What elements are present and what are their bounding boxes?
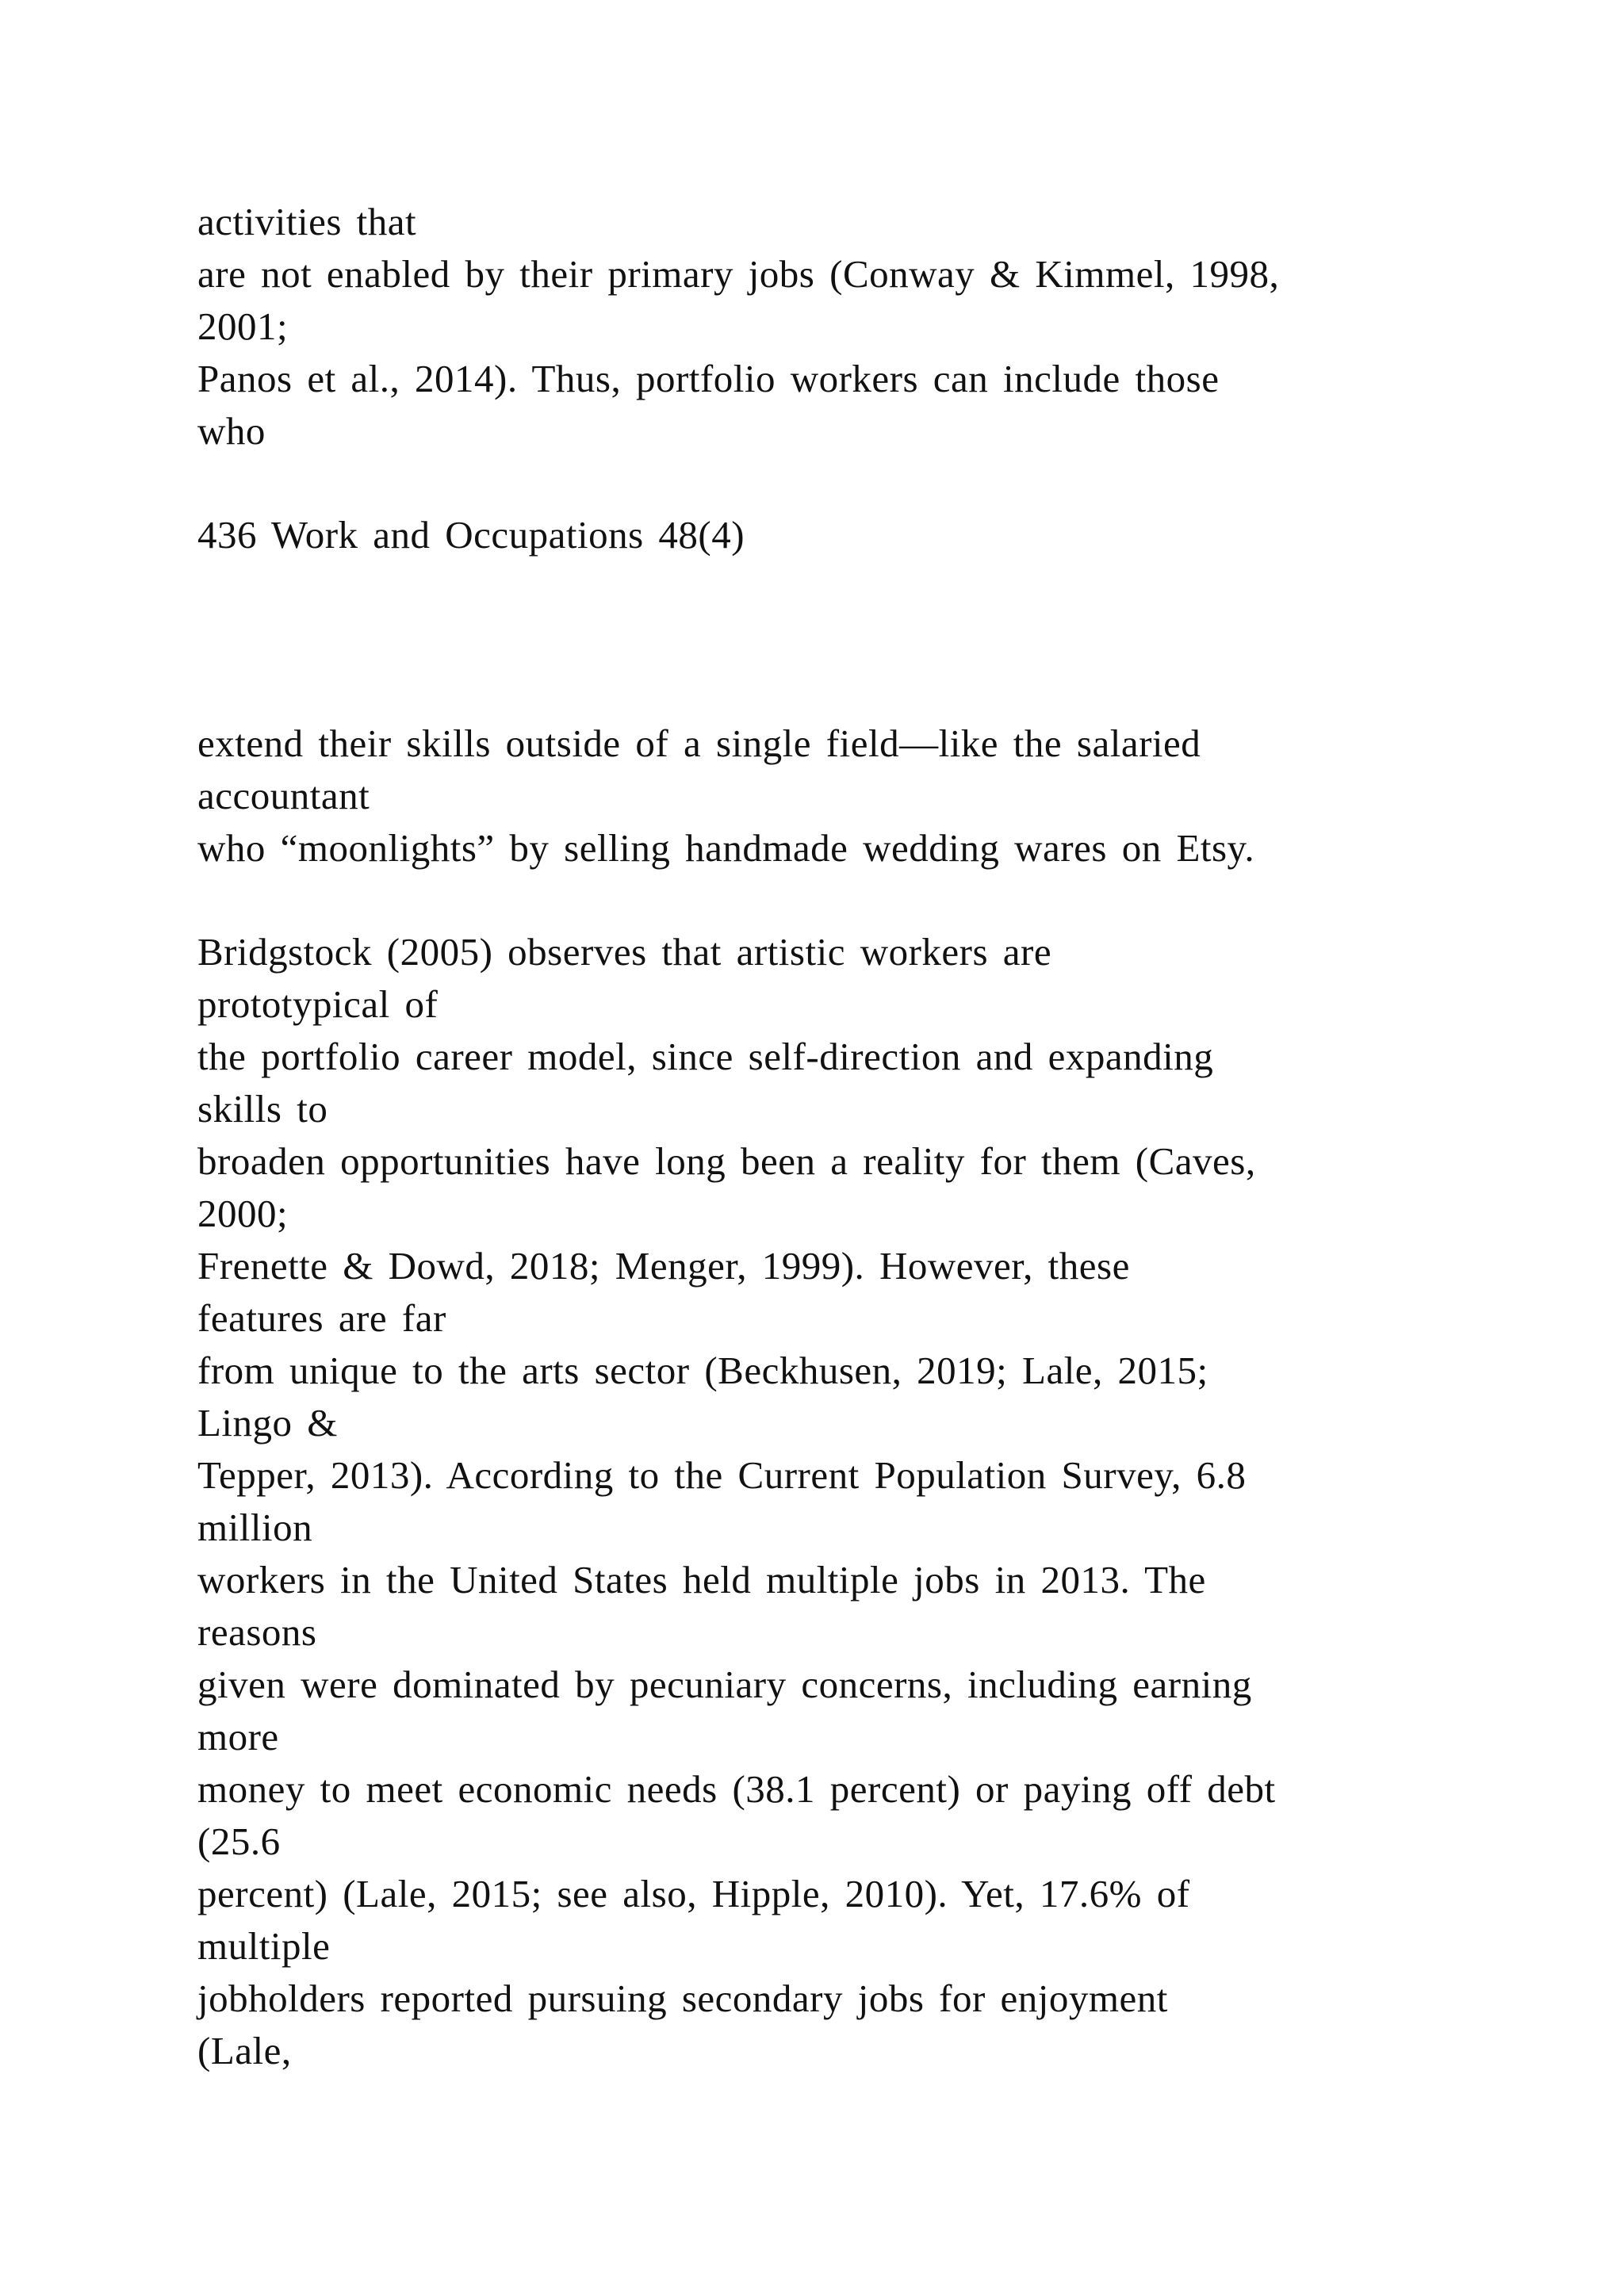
text-line: broaden opportunities have long been a reality for them (Caves, (197, 1139, 1256, 1183)
text-line: Tepper, 2013). According to the Current Population Survey, 6.8 (197, 1453, 1247, 1497)
text-line: prototypical of (197, 982, 439, 1026)
text-line: (25.6 (197, 1820, 281, 1863)
text-line: 2001; (197, 304, 289, 348)
text-line: accountant (197, 774, 370, 817)
text-line: percent) (Lale, 2015; see also, Hipple, 2010). Yet, 17.6% of (197, 1872, 1190, 1915)
text-line: are not enabled by their primary jobs (Conway & Kimmel, 1998, (197, 252, 1280, 296)
text-line: who “moonlights” by selling handmade wedding wares on Etsy. (197, 826, 1255, 870)
text-line: features are far (197, 1296, 446, 1340)
text-line: who (197, 409, 266, 453)
text-line: multiple (197, 1924, 331, 1968)
text-line: reasons (197, 1610, 317, 1654)
text-line: from unique to the arts sector (Beckhusen, 2019; Lale, 2015; (197, 1349, 1208, 1392)
text-line: Lingo & (197, 1401, 338, 1445)
text-line: given were dominated by pecuniary concerns, including earning (197, 1663, 1252, 1706)
text-line: jobholders reported pursuing secondary jobs for enjoyment (197, 1976, 1168, 2020)
text-line: (Lale, (197, 2029, 292, 2072)
text-line: workers in the United States held multiple jobs in 2013. The (197, 1558, 1206, 1601)
text-line: extend their skills outside of a single field—like the salaried (197, 721, 1201, 765)
text-line: more (197, 1715, 279, 1758)
text-line: Frenette & Dowd, 2018; Menger, 1999). However, these (197, 1244, 1130, 1288)
text-line: Bridgstock (2005) observes that artistic workers are (197, 930, 1052, 974)
text-line: money to meet economic needs (38.1 percent) or paying off debt (197, 1767, 1276, 1811)
text-line: skills to (197, 1087, 328, 1131)
running-header: 436 Work and Occupations 48(4) (197, 513, 745, 557)
text-line: the portfolio career model, since self-direction and expanding (197, 1035, 1214, 1078)
text-line: Panos et al., 2014). Thus, portfolio workers can include those (197, 357, 1220, 400)
text-line: million (197, 1506, 313, 1549)
text-line: 2000; (197, 1192, 289, 1235)
text-line: activities that (197, 200, 417, 243)
